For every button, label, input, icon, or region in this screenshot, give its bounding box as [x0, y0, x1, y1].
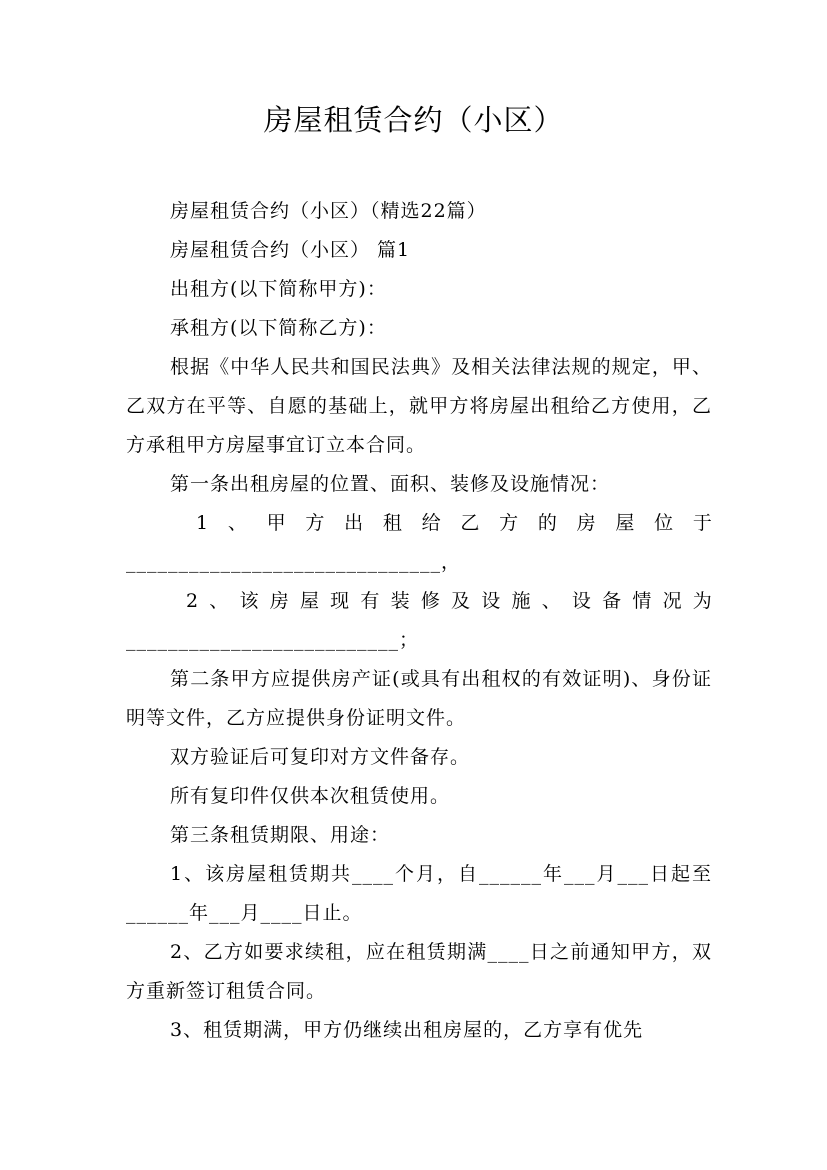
- document-title: 房屋租赁合约（小区）: [263, 103, 564, 137]
- clause-1-2: [126, 582, 712, 660]
- paragraph-lessee: 承租方(以下简称乙方)：: [170, 317, 387, 339]
- clause-1-2-text: 2 、 该 房 屋 现 有 装 修 及 设 施 、 设 备 情 况 为: [186, 590, 712, 612]
- clause-3-2: 2、乙方如要求续租，应在租赁期满____日之前通知甲方，双方重新签订租赁合同。: [126, 941, 712, 1002]
- paragraph-article-3: 第三条租赁期限、用途：: [170, 824, 391, 846]
- clause-1-1: [126, 504, 712, 582]
- clause-3-3: 3、租赁期满，甲方仍继续出租房屋的，乙方享有优先: [170, 1019, 644, 1041]
- paragraph-article-1: 第一条出租房屋的位置、面积、装修及设施情况：: [170, 473, 611, 495]
- clause-1-2-blank: __________________________；: [126, 629, 420, 651]
- document-body: [126, 192, 712, 1050]
- paragraph-subtitle: 房屋租赁合约（小区）（精选22篇）: [170, 200, 487, 222]
- paragraph-article-2: 第二条甲方应提供房产证(或具有出租权的有效证明)、身份证明等文件，乙方应提供身份证明文件。: [126, 668, 712, 729]
- clause-1-1-text: 1 、 甲 方 出 租 给 乙 方 的 房 屋 位 于: [196, 512, 712, 534]
- clause-3-1: 1、该房屋租赁期共____个月，自______年___月___日起至______年___月____日止。: [126, 863, 712, 924]
- paragraph-lessor: 出租方(以下简称甲方)：: [170, 278, 387, 300]
- paragraph-copies: 所有复印件仅供本次租赁使用。: [170, 785, 451, 807]
- paragraph-section-heading: 房屋租赁合约（小区） 篇1: [170, 239, 411, 261]
- clause-1-1-blank: ______________________________，: [126, 551, 462, 573]
- paragraph-preamble: 根据《中华人民共和国民法典》及相关法律法规的规定，甲、乙双方在平等、自愿的基础上，就甲方将房屋出租给乙方使用，乙方承租甲方房屋事宜订立本合同。: [126, 356, 712, 456]
- paragraph-verify: 双方验证后可复印对方文件备存。: [170, 746, 471, 768]
